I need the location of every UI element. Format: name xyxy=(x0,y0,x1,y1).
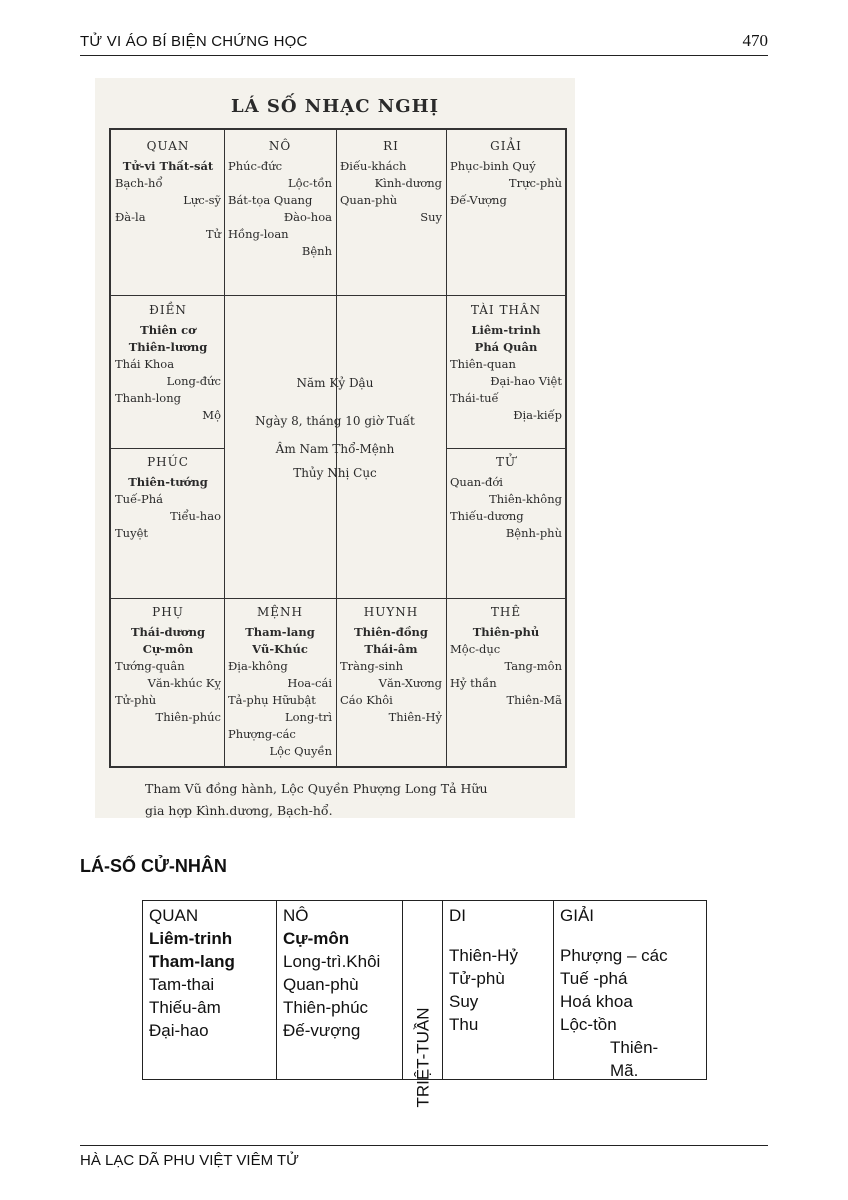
star-line: Điếu-khách xyxy=(340,159,407,173)
grid-line xyxy=(111,295,565,296)
cell-phu xyxy=(115,604,221,726)
star-line: Lộc-tồn xyxy=(560,1015,617,1034)
main-star: Cự-môn xyxy=(142,642,194,656)
palace-name: HUYNH xyxy=(363,605,419,619)
caption-line: Tham Vũ đồng hành, Lộc Quyền Phượng Long Tả Hữu xyxy=(145,781,488,796)
main-star: Thiên-tướng xyxy=(128,475,208,489)
cell-ri xyxy=(340,138,442,226)
scanned-chart xyxy=(95,78,575,818)
cell-no xyxy=(228,138,332,260)
star-line: Địa-không xyxy=(228,659,288,673)
main-star: Thiên-đồng xyxy=(354,625,428,639)
star-line: Đại-hao Việt xyxy=(490,374,562,388)
star-line: Mộ xyxy=(202,408,221,422)
star-line: Thu xyxy=(449,1015,479,1034)
palace-name: MỆNH xyxy=(256,605,303,619)
page-header-title: TỬ VI ÁO BÍ BIỆN CHỨNG HỌC xyxy=(80,33,308,50)
star-line: Tả-phụ Hữubật xyxy=(228,693,316,707)
cell-huynh xyxy=(340,604,442,726)
main-star: Cự-môn xyxy=(283,929,350,948)
table-col-giai xyxy=(553,901,706,1079)
star-line: Thiên-Hỷ xyxy=(388,710,442,724)
table-col-no xyxy=(276,901,402,1079)
grid-line xyxy=(111,598,565,599)
center-line: Âm Nam Thổ-Mệnh xyxy=(275,442,395,456)
star-line: Tang-môn xyxy=(504,659,562,673)
main-star: Thái-âm xyxy=(364,642,418,656)
palace-name: TỬ xyxy=(495,455,517,469)
star-line: Thiên-không xyxy=(489,492,562,506)
star-line: Thái-tuế xyxy=(450,391,499,405)
main-star: Liêm-trinh xyxy=(149,929,233,948)
header-divider xyxy=(80,55,768,56)
chart-table xyxy=(142,900,707,1108)
star-line: Tuyệt xyxy=(115,526,149,540)
cell-tai-than xyxy=(450,302,562,424)
spacer xyxy=(560,927,700,944)
star-line: Thái Khoa xyxy=(115,357,175,371)
star-line: Tuế -phá xyxy=(560,969,628,988)
column-header: DI xyxy=(449,906,466,925)
star-line: Trực-phù xyxy=(508,176,562,190)
cell-dien xyxy=(115,302,221,424)
star-line: Long-trì.Khôi xyxy=(283,952,381,971)
cell-menh xyxy=(228,604,332,760)
star-line: Phượng-các xyxy=(228,727,296,741)
grid-line xyxy=(111,448,224,449)
table-col-triet-tuan xyxy=(402,901,442,1108)
palace-name: PHÚC xyxy=(147,455,189,469)
palace-name: GIẢI xyxy=(490,139,522,153)
center-line: Ngày 8, tháng 10 giờ Tuất xyxy=(255,414,415,428)
palace-name: QUAN xyxy=(146,139,190,153)
cell-tu xyxy=(450,454,562,542)
star-line: Đào-hoa xyxy=(283,210,332,224)
star-line: Long-đức xyxy=(166,374,221,388)
star-line: Đà-la xyxy=(115,210,146,224)
chart-grid xyxy=(109,128,567,768)
star-line: Bệnh xyxy=(301,244,332,258)
star-line: Mộc-dục xyxy=(450,642,501,656)
main-star: Tử-vi Thất-sát xyxy=(122,159,214,173)
palace-name: RI xyxy=(383,139,399,153)
star-line: Thiên- xyxy=(610,1038,659,1057)
star-line: Văn-khúc Kỵ xyxy=(147,676,221,690)
main-star: Phá Quân xyxy=(474,340,538,354)
star-line: Đại-hao xyxy=(149,1021,209,1040)
star-line: Thiên-phúc xyxy=(155,710,221,724)
center-line: Thủy Nhị Cục xyxy=(293,466,377,480)
star-line: Tuế-Phá xyxy=(115,492,164,506)
cell-phuc xyxy=(115,454,221,542)
scan-title: LÁ SỐ NHẠC NGHỊ xyxy=(230,96,440,117)
star-line: Thiên-quan xyxy=(450,357,516,371)
star-line: Long-trì xyxy=(284,710,332,724)
star-line: Thanh-long xyxy=(115,391,182,405)
star-line: Thiên-Mã xyxy=(506,693,562,707)
section-title: LÁ-SỐ CỬ-NHÂN xyxy=(80,856,227,876)
star-line: Quan-đới xyxy=(450,475,503,489)
star-line: Thiếu-dương xyxy=(450,509,524,523)
star-line: Hỷ thần xyxy=(450,676,497,690)
cell-giai xyxy=(450,138,562,209)
star-line: Thiên-phúc xyxy=(283,998,369,1017)
main-star: Tham-lang xyxy=(245,625,315,639)
star-line: Đế-vượng xyxy=(283,1021,361,1040)
palace-name: PHỤ xyxy=(152,605,184,619)
main-star: Thiên-phủ xyxy=(472,625,540,639)
footer-divider xyxy=(80,1145,768,1146)
star-line: Suy xyxy=(420,210,442,224)
main-star: Thiên-lương xyxy=(128,340,208,354)
palace-name: THÊ xyxy=(490,605,522,619)
star-line: Văn-Xương xyxy=(378,676,442,690)
column-header: GIẢI xyxy=(560,906,595,925)
star-line: Tử xyxy=(205,227,221,241)
star-line: Tướng-quân xyxy=(115,659,185,673)
star-line: Phục-binh Quý xyxy=(450,159,536,173)
grid-line xyxy=(446,448,565,449)
star-line: Hoa-cái xyxy=(287,676,332,690)
center-line: Năm Kỷ Dậu xyxy=(296,376,374,390)
star-line: Lực-sỹ xyxy=(183,193,221,207)
vertical-label: TRIỆT-TUẦN xyxy=(413,1007,432,1108)
star-line: Phượng – các xyxy=(560,946,668,965)
star-line: Bát-tọa Quang xyxy=(228,193,313,207)
star-line: Hồng-loan xyxy=(228,227,289,241)
palace-name: NÔ xyxy=(268,139,292,153)
star-line: Phúc-đức xyxy=(228,159,283,173)
star-line: Quan-phù xyxy=(283,975,359,994)
palace-name: ĐIỀN xyxy=(149,303,187,317)
chart-center-info xyxy=(224,318,446,598)
star-line: Mã. xyxy=(610,1061,639,1080)
star-line: Tràng-sinh xyxy=(340,659,404,673)
cell-quan xyxy=(115,138,221,243)
scan-caption xyxy=(145,778,488,822)
main-star: Thiên cơ xyxy=(140,323,196,337)
star-line: Lộc Quyền xyxy=(269,744,332,758)
star-line: Cáo Khôi xyxy=(340,693,393,707)
star-line: Tử-phù xyxy=(449,969,505,988)
table-col-di xyxy=(442,901,553,1079)
star-line: Hoá khoa xyxy=(560,992,633,1011)
page-number: 470 xyxy=(742,31,768,50)
spacer xyxy=(449,927,547,944)
star-line: Tử-phù xyxy=(115,693,157,707)
cell-the xyxy=(450,604,562,709)
palace-name: TÀI THÂN xyxy=(470,303,542,317)
star-line: Suy xyxy=(449,992,479,1011)
main-star: Thái-dương xyxy=(131,625,205,639)
star-line: Bạch-hổ xyxy=(115,176,163,190)
star-line: Bệnh-phù xyxy=(505,526,562,540)
column-header: QUAN xyxy=(149,906,199,925)
star-line: Thiếu-âm xyxy=(149,998,221,1017)
column-header: NÔ xyxy=(283,906,309,925)
main-star: Vũ-Khúc xyxy=(252,642,308,656)
star-line: Tiểu-hao xyxy=(170,509,221,523)
star-line: Thiên-Hỷ xyxy=(449,946,518,965)
star-line: Quan-phù xyxy=(340,193,398,207)
main-star: Tham-lang xyxy=(149,952,235,971)
table-col-quan xyxy=(143,901,276,1079)
star-line: Lộc-tồn xyxy=(288,176,332,190)
star-line: Tam-thai xyxy=(149,975,215,994)
star-line: Kình-dương xyxy=(374,176,442,190)
caption-line: gia hợp Kình.dương, Bạch-hổ. xyxy=(145,803,333,818)
star-line: Đế-Vượng xyxy=(450,193,507,207)
star-line: Địa-kiếp xyxy=(513,408,562,422)
main-star: Liêm-trinh xyxy=(471,323,541,337)
page-footer-text: HÀ LẠC DÃ PHU VIỆT VIÊM TỬ xyxy=(80,1152,299,1169)
